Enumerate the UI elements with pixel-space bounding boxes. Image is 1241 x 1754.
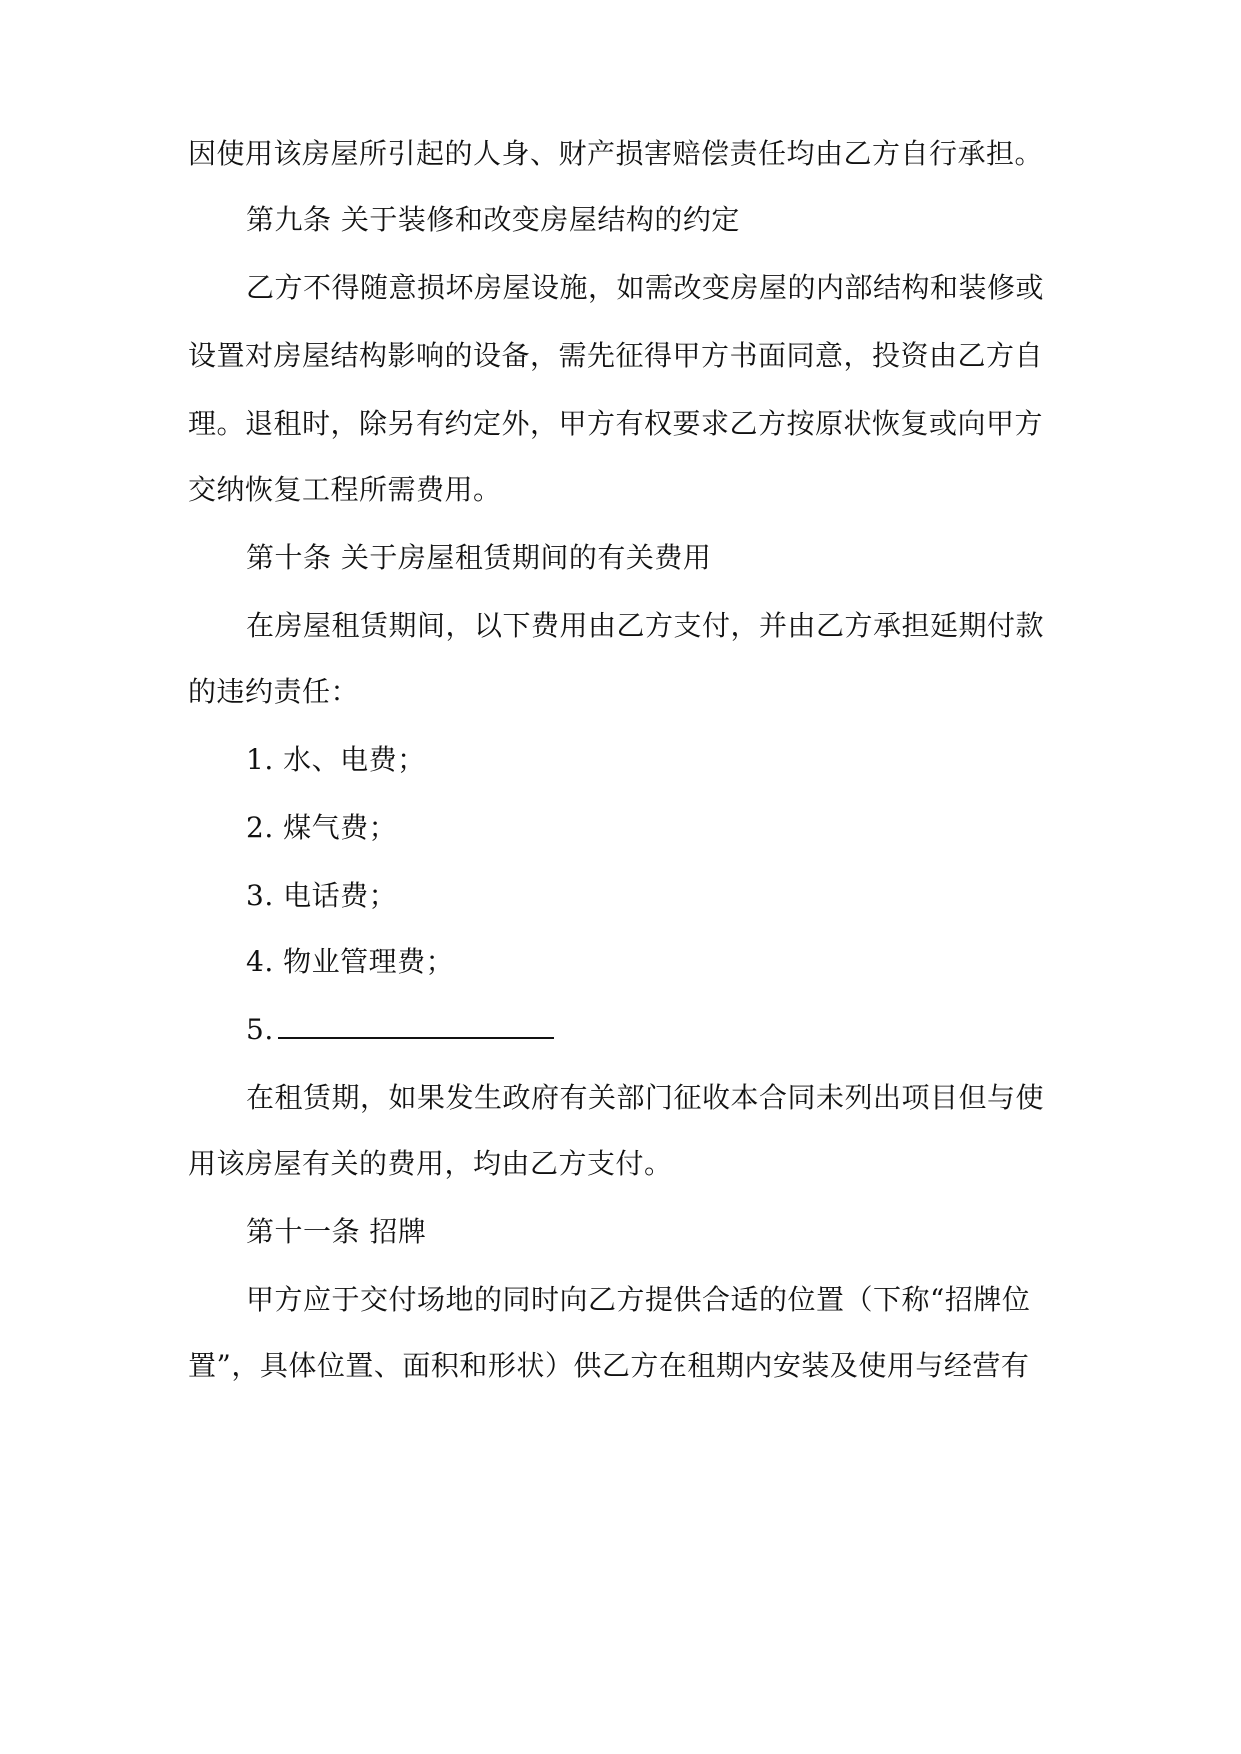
section-heading-article-9: 第九条 关于装修和改变房屋结构的约定 (246, 203, 740, 236)
paragraph-line: 理。退租时，除另有约定外，甲方有权要求乙方按原状恢复或向甲方 (188, 407, 1044, 440)
list-item: 1. 水、电费； (246, 743, 426, 776)
paragraph-line: 设置对房屋结构影响的设备，需先征得甲方书面同意，投资由乙方自 (188, 339, 1044, 372)
paragraph-line: 交纳恢复工程所需费用。 (188, 473, 502, 506)
list-item-blank (246, 1010, 554, 1050)
list-item: 2. 煤气费； (246, 811, 398, 844)
section-heading-article-11: 第十一条 招牌 (246, 1215, 427, 1248)
list-item-number: 5. (246, 1013, 274, 1046)
section-heading-article-10: 第十条 关于房屋租赁期间的有关费用 (246, 541, 712, 574)
paragraph-line: 因使用该房屋所引起的人身、财产损害赔偿责任均由乙方自行承担。 (188, 137, 1044, 170)
paragraph-line: 甲方应于交付场地的同时向乙方提供合适的位置（下称“招牌位 (246, 1283, 1031, 1316)
paragraph-line: 在房屋租赁期间，以下费用由乙方支付，并由乙方承担延期付款 (246, 609, 1045, 642)
paragraph-line: 在租赁期，如果发生政府有关部门征收本合同未列出项目但与使 (246, 1081, 1045, 1114)
paragraph-line: 用该房屋有关的费用，均由乙方支付。 (188, 1147, 673, 1180)
paragraph-line: 的违约责任： (188, 675, 360, 708)
paragraph-line: 乙方不得随意损坏房屋设施，如需改变房屋的内部结构和装修或 (246, 271, 1045, 304)
list-item: 3. 电话费； (246, 879, 398, 912)
fill-in-blank-line (278, 1013, 554, 1039)
list-item: 4. 物业管理费； (246, 945, 455, 978)
paragraph-line: 置”，具体位置、面积和形状）供乙方在租期内安装及使用与经营有 (188, 1349, 1030, 1382)
